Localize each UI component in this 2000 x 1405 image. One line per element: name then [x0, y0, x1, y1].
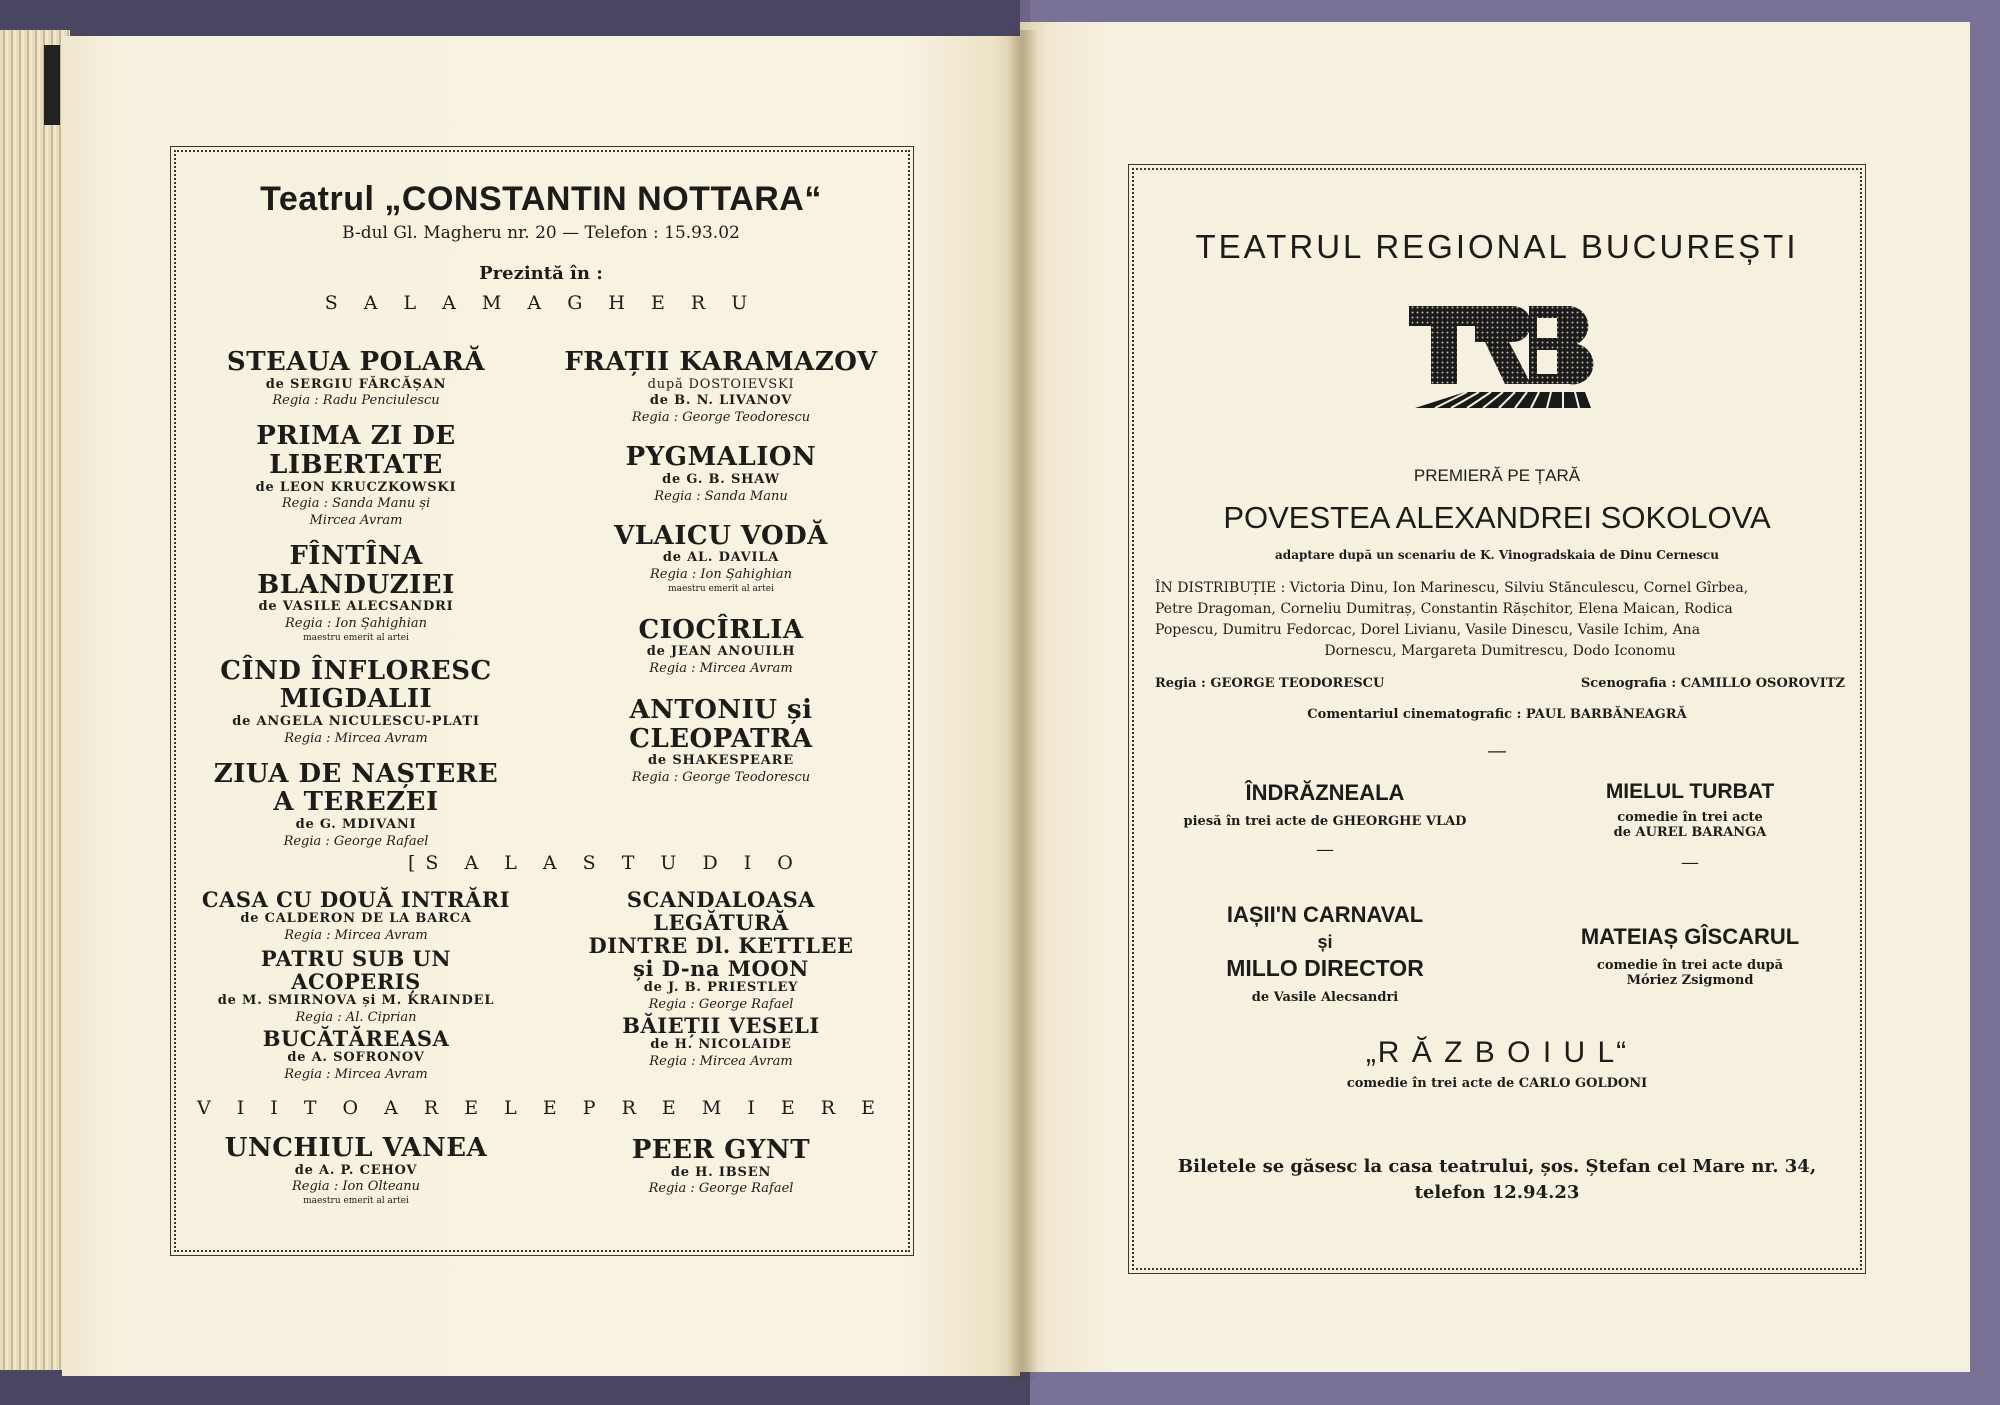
play-author: de A. SOFRONOV: [287, 1049, 425, 1065]
play-subtitle: de Vasile Alecsandri: [1251, 990, 1399, 1005]
play-title: MIELUL TURBAT: [1605, 780, 1775, 803]
play-entry: [556, 1014, 886, 1071]
play-mateias-giscarul: [1540, 924, 1840, 988]
trb-logo: [1405, 300, 1595, 420]
play-subtitle: comedie în trei acte de CARLO GOLDONI: [1346, 1076, 1648, 1091]
play-director: Regia : George Rafael: [648, 1181, 794, 1197]
play-director: Regia : George Teodorescu: [631, 410, 811, 426]
play-author: de VASILE ALECSANDRI: [258, 599, 454, 615]
play-iasii-carnaval: [1140, 902, 1510, 1005]
play-title: SCANDALOASA LEGĂTURĂ: [626, 887, 816, 936]
play-title: A TEREZEI: [273, 787, 439, 818]
play-entry: [196, 542, 516, 645]
play-title: și: [1317, 932, 1333, 952]
play-title: și D-na MOON: [633, 956, 809, 982]
play-director: Regia : George Rafael: [283, 833, 429, 849]
play-director: Regia : Ion Șahighian: [285, 616, 427, 632]
play-author: de CALDERON DE LA BARCA: [240, 911, 472, 927]
play-title: PYGMALION: [625, 442, 817, 473]
play-entry: [556, 616, 886, 678]
play-entry: [556, 696, 886, 787]
cast-line: Popescu, Dumitru Fedorcac, Dorel Livianu, Vasile Dinescu, Vasile Ichim, Ana: [1155, 622, 1701, 638]
play-title: PEER GYNT: [631, 1135, 811, 1165]
cast-list: [1155, 578, 1845, 662]
play-director: Mircea Avram: [309, 513, 403, 529]
play-author: de JEAN ANOUILH: [646, 644, 796, 660]
play-entry: [196, 888, 516, 945]
divider-dash: —: [1681, 852, 1699, 873]
studio-right-column: [556, 888, 886, 1071]
magheru-right-column: [556, 348, 886, 787]
play-director: Regia : George Teodorescu: [631, 770, 811, 786]
play-title: CASA CU DOUĂ INTRĂRI: [201, 887, 511, 912]
play-subtitle: comedie în trei acte: [1617, 810, 1763, 825]
play-entry: [556, 443, 886, 505]
future-premieres-heading: V I I T O A R E L E P R E M I E R E: [196, 1097, 885, 1119]
play-author: de SHAKESPEARE: [648, 753, 794, 769]
play-subtitle: Móriez Zsigmond: [1626, 973, 1754, 988]
play-entry: [196, 422, 516, 530]
theater-name-nottara: Teatrul „CONSTANTIN NOTTARA“: [260, 180, 822, 218]
sala-magheru-heading: S A L A M A G H E R U: [324, 292, 758, 314]
play-title: PATRU SUB UN ACOPERIȘ: [260, 945, 452, 994]
premiere-label: PREMIERĂ PE ȚARĂ: [1413, 466, 1581, 485]
scenography-credit: Scenografia : CAMILLO OSOROVITZ: [1580, 676, 1845, 691]
play-author: de AL. DAVILA: [662, 550, 780, 566]
play-title: MIGDALII: [279, 684, 433, 715]
divider-dash: —: [1316, 839, 1334, 860]
play-subtitle: piesă în trei acte de GHEORGHE VLAD: [1183, 814, 1467, 829]
play-author: de B. N. LIVANOV: [649, 393, 793, 409]
play-subtitle: comedie în trei acte după: [1596, 958, 1784, 973]
play-author: de SERGIU FĂRCĂȘAN: [265, 376, 447, 392]
trb-logo-graphic: [1405, 300, 1595, 420]
play-author: de LEON KRUCZKOWSKI: [255, 479, 457, 495]
play-director: Regia : Mircea Avram: [284, 730, 428, 746]
presents-label: Prezintă în :: [479, 263, 603, 284]
play-entry: [196, 348, 516, 410]
nottara-address: B-dul Gl. Magheru nr. 20 — Telefon : 15.93.02: [342, 223, 740, 243]
play-title: VLAICU VODĂ: [614, 520, 828, 551]
play-title: FÎNTÎNA BLANDUZIEI: [257, 541, 455, 600]
play-title: MILLO DIRECTOR: [1226, 955, 1424, 981]
play-title: DINTRE Dl. KETTLEE: [588, 933, 854, 959]
play-note: maestru emerit al artei: [303, 633, 409, 644]
book-spine: [1008, 30, 1038, 1380]
play-entry: [196, 657, 516, 748]
play-entry: [556, 888, 886, 1014]
play-director: Regia : Sanda Manu și: [281, 496, 431, 512]
sala-studio-heading: [S A L A S T U D I O: [408, 852, 803, 874]
premiere-title: POVESTEA ALEXANDREI SOKOLOVA: [1223, 500, 1771, 535]
play-director: Regia : Mircea Avram: [649, 661, 793, 677]
play-mielul-turbat: [1540, 780, 1840, 873]
play-title: ÎNDRĂZNEALA: [1245, 780, 1405, 805]
play-director: Regia : Ion Șahighian: [650, 567, 792, 583]
play-author: de ANGELA NICULESCU-PLATI: [232, 714, 480, 730]
play-entry: [196, 1027, 516, 1084]
play-subtitle: de AUREL BARANGA: [1613, 825, 1767, 840]
ticket-info: [1134, 1154, 1860, 1206]
play-entry: [196, 760, 516, 851]
studio-left-column: [196, 888, 516, 1084]
play-author: de A. P. CEHOV: [294, 1162, 418, 1178]
play-author: de G. MDIVANI: [295, 817, 417, 833]
play-title: PRIMA ZI DE: [256, 421, 456, 452]
play-title: FRAȚII KARAMAZOV: [564, 347, 878, 377]
play-title: ZIUA DE NAȘTERE: [213, 758, 499, 789]
play-source: după DOSTOIEVSKI: [647, 376, 795, 392]
adaptation-credit: adaptare după un scenariu de K. Vinogradskaia de Dinu Cernescu: [1275, 548, 1719, 562]
divider-dash: —: [1487, 738, 1507, 762]
play-director: Regia : Sanda Manu: [654, 488, 788, 504]
theater-name-regional: TEATRUL REGIONAL BUCUREȘTI: [1195, 228, 1799, 265]
play-author: de G. B. SHAW: [662, 471, 780, 487]
play-razboiul: [1134, 1036, 1860, 1091]
play-title: ANTONIU și CLEOPATRA: [629, 695, 813, 754]
page-edges: [0, 30, 70, 1370]
play-title: „R Ă Z B O I U L“: [1365, 1036, 1629, 1069]
play-note: maestru emerit al artei: [303, 1196, 409, 1207]
left-header: [176, 180, 906, 314]
play-title: MATEIAȘ GÎSCARUL: [1580, 924, 1800, 949]
play-indrazneala: [1140, 780, 1510, 860]
magheru-left-column: [196, 348, 516, 851]
play-entry: [196, 947, 516, 1027]
play-title: LIBERTATE: [269, 449, 443, 480]
cinema-commentary-credit: Comentariul cinematografic : PAUL BARBĂNEAGRĂ: [1307, 707, 1687, 722]
play-title: BUCĂTĂREASA: [262, 1025, 450, 1051]
play-entry: [556, 522, 886, 596]
ticket-phone: telefon 12.94.23: [1414, 1182, 1580, 1203]
play-author: de J. B. PRIESTLEY: [643, 980, 799, 996]
play-title: CIOCÎRLIA: [638, 614, 804, 645]
play-director: Regia : Mircea Avram: [284, 927, 428, 943]
play-title: CÎND ÎNFLORESC: [220, 655, 492, 686]
play-director: Regia : Radu Penciulescu: [272, 393, 440, 409]
play-director: Regia : Mircea Avram: [284, 1066, 428, 1082]
play-director: Regia : Al. Ciprian: [295, 1009, 417, 1025]
play-entry: [556, 348, 886, 427]
director-credit: Regia : GEORGE TEODORESCU: [1155, 676, 1385, 691]
play-director: Regia : George Rafael: [648, 997, 794, 1013]
cast-line: ÎN DISTRIBUȚIE : Victoria Dinu, Ion Marinescu, Silviu Stănculescu, Cornel Gîrbea,: [1155, 580, 1749, 596]
play-author: de M. SMIRNOVA și M. KRAINDEL: [217, 993, 495, 1009]
play-title: STEAUA POLARĂ: [226, 347, 486, 377]
play-director: Regia : Ion Olteanu: [291, 1179, 421, 1195]
cast-line: Petre Dragoman, Corneliu Dumitraș, Constantin Rășchitor, Elena Maican, Rodica: [1155, 601, 1733, 617]
play-title: IAȘII'N CARNAVAL: [1226, 902, 1424, 927]
play-author: de H. IBSEN: [670, 1164, 772, 1180]
play-note: maestru emerit al artei: [668, 584, 774, 595]
play-title: UNCHIUL VANEA: [224, 1133, 488, 1163]
future-right: [556, 1136, 886, 1198]
play-author: de H. NICOLAIDE: [650, 1037, 792, 1053]
page-tab: [44, 45, 60, 125]
future-left: [196, 1134, 516, 1208]
play-title: BĂIEȚII VESELI: [622, 1013, 820, 1039]
cast-line: Dornescu, Margareta Dumitrescu, Dodo Iconomu: [1324, 643, 1676, 659]
ticket-address: Biletele se găsesc la casa teatrului, șos. Ștefan cel Mare nr. 34,: [1177, 1156, 1817, 1177]
play-director: Regia : Mircea Avram: [649, 1054, 793, 1070]
